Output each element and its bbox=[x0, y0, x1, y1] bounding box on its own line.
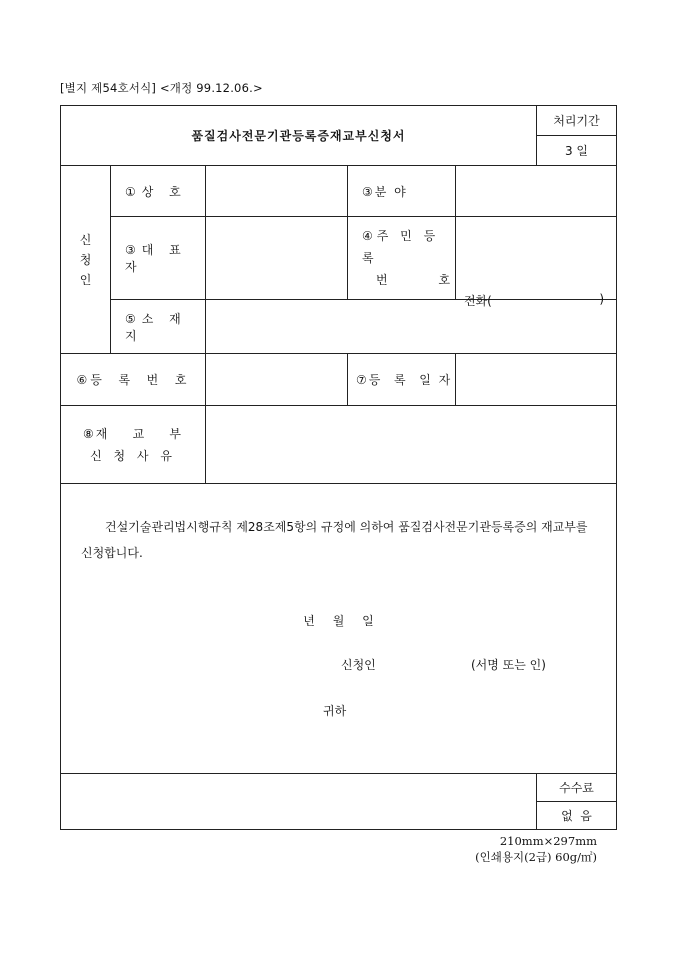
processing-period-label: 처리기간 bbox=[537, 106, 617, 136]
resident-no-label bbox=[348, 217, 456, 300]
paper-spec: (인쇄용지(2급) 60g/㎡) bbox=[475, 850, 597, 864]
fee-label: 수수료 bbox=[537, 774, 617, 802]
address-label: ⑤소 재 지 bbox=[111, 300, 206, 354]
processing-period-value: 3 일 bbox=[537, 136, 617, 166]
date-line[interactable]: 년 월 일 bbox=[303, 614, 374, 628]
resident-no-field[interactable] bbox=[456, 217, 617, 300]
field-label: ③분 야 bbox=[348, 166, 456, 217]
trade-name-label: ①상 호 bbox=[111, 166, 206, 217]
representative-field[interactable] bbox=[206, 217, 348, 300]
phone-label: 전화( bbox=[464, 294, 492, 308]
field-field[interactable] bbox=[456, 166, 617, 217]
fee-blank-area bbox=[61, 774, 537, 830]
applicant-sign-label: 신청인 bbox=[341, 658, 376, 672]
paper-spec-note bbox=[475, 833, 597, 865]
reissue-reason-field[interactable] bbox=[206, 406, 617, 484]
form-number-note: [별지 제54호서식] <개정 99.12.06.> bbox=[60, 81, 263, 95]
application-form-table bbox=[60, 105, 617, 830]
registration-date-label: ⑦등 록 일 자 bbox=[348, 354, 456, 406]
registration-no-label: ⑥등 록 번 호 bbox=[61, 354, 206, 406]
declaration-text: 건설기술관리법시행규칙 제28조제5항의 규정에 의하여 품질검사전문기관등록증의 재교부를 신청합니다. bbox=[81, 520, 588, 560]
paper-size: 210mm×297mm bbox=[499, 834, 597, 848]
address-field[interactable] bbox=[206, 292, 617, 354]
fee-value: 없 음 bbox=[537, 802, 617, 830]
resident-no-label-line1: ④주 민 등 록 bbox=[362, 229, 440, 265]
resident-no-label-line2: 번 호 bbox=[376, 273, 455, 287]
representative-label: ③대 표 자 bbox=[111, 217, 206, 300]
form-title: 품질검사전문기관등록증재교부신청서 bbox=[61, 106, 537, 166]
reissue-reason-line1: ⑧재 교 부 bbox=[82, 426, 184, 441]
phone-close: ) bbox=[599, 292, 604, 306]
registration-date-field[interactable] bbox=[456, 354, 617, 406]
declaration-area bbox=[61, 484, 617, 774]
addressee: 귀하 bbox=[323, 704, 347, 718]
reissue-reason-label bbox=[61, 406, 206, 484]
registration-no-field[interactable] bbox=[206, 354, 348, 406]
sign-note: (서명 또는 인) bbox=[471, 658, 546, 672]
reissue-reason-line2: 신 청 사 유 bbox=[90, 448, 176, 463]
applicant-label: 신 청 인 bbox=[79, 232, 92, 287]
applicant-group-label bbox=[61, 166, 111, 354]
trade-name-field[interactable] bbox=[206, 166, 348, 217]
